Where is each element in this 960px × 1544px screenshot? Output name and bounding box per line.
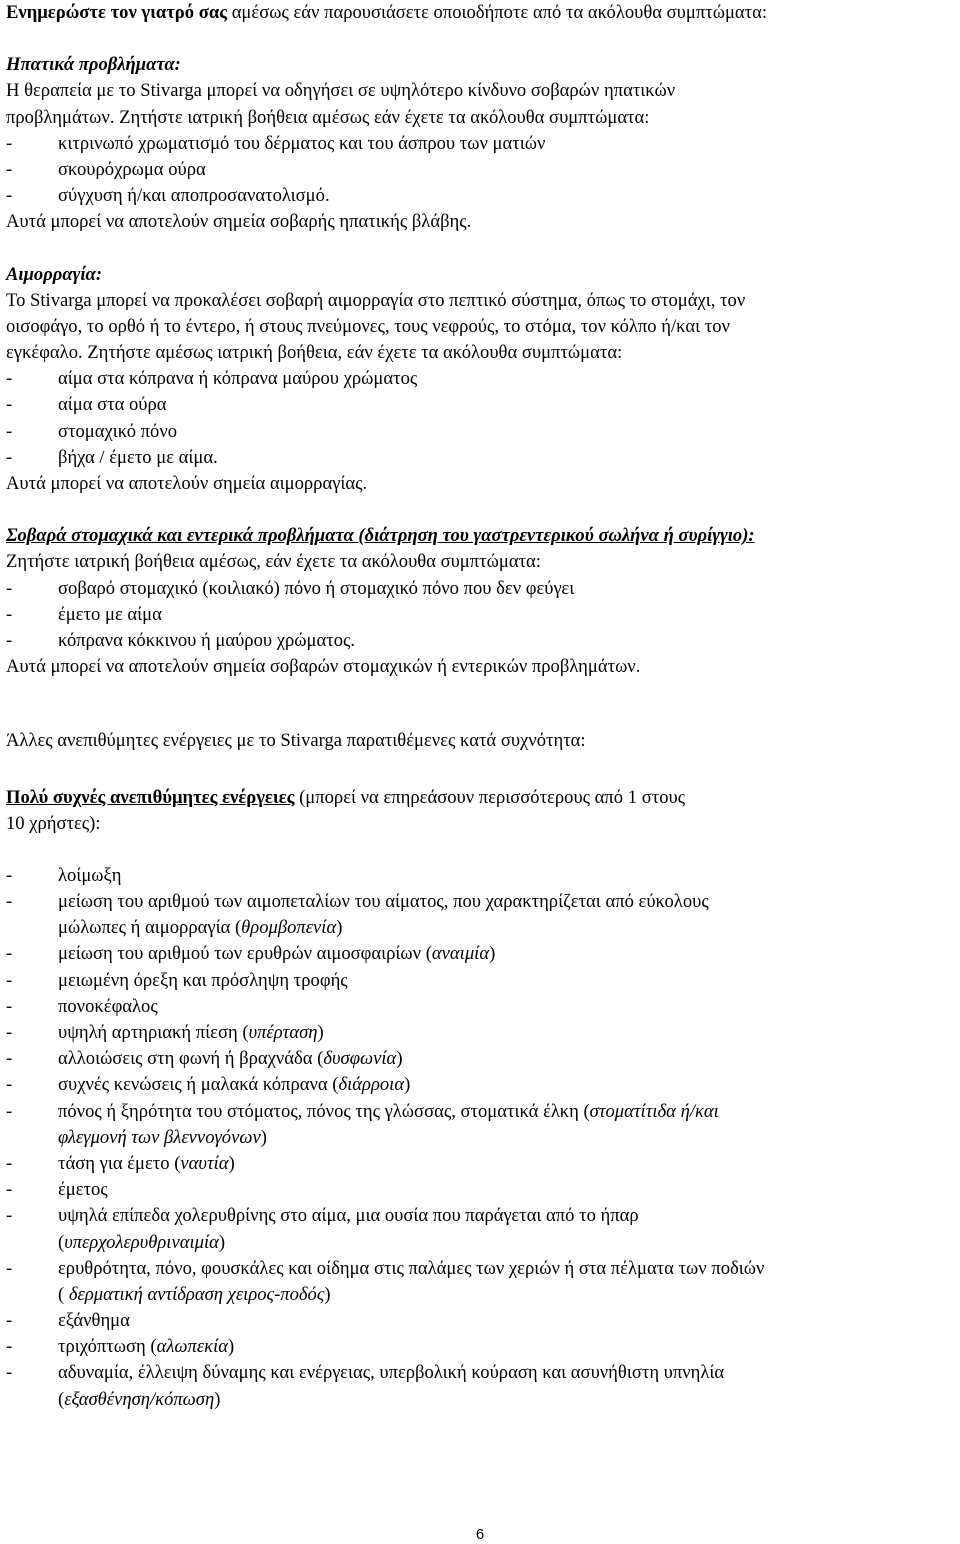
list-item: - σύγχυση ή/και αποπροσανατολισμό.	[6, 185, 330, 207]
list-item: - τάση για έμετο (ναυτία)	[6, 1152, 235, 1174]
gi-closing: Αυτά μπορεί να αποτελούν σημεία σοβαρών στομαχικών ή εντερικών προβλημάτων.	[6, 656, 641, 678]
document-page	[6, 0, 958, 1413]
liver-closing: Αυτά μπορεί να αποτελούν σημεία σοβαρής ηπατικής βλάβης.	[6, 211, 472, 233]
list-item: - σοβαρό στομαχικό (κοιλιακό) πόνο ή στομαχικό πόνο που δεν φεύγει	[6, 577, 575, 599]
very-common-heading-line	[6, 785, 958, 811]
bleeding-text-2: οισοφάγο, το ορθό ή το έντερο, ή στους πνεύμονες, τους νεφρούς, το στόμα, τον κόλπο ή/και τον	[6, 315, 730, 337]
very-common-list	[6, 863, 958, 1413]
list-item-continuation: φλεγμονή των βλεννογόνων)	[58, 1126, 267, 1148]
list-item: - στομαχικό πόνο	[6, 420, 178, 442]
list-item: - σκουρόχρωμα ούρα	[6, 158, 206, 180]
list-item-continuation: (εξασθένηση/κόπωση)	[58, 1388, 221, 1410]
list-item: - κιτρινωπό χρωματισμό του δέρματος και του άσπρου των ματιών	[6, 132, 546, 154]
bleeding-closing: Αυτά μπορεί να αποτελούν σημεία αιμορραγίας.	[6, 473, 368, 494]
liver-heading: Ηπατικά προβλήματα:	[6, 54, 181, 76]
very-common-heading-rest: (μπορεί να επηρεάσουν περισσότερους από 1 στους	[294, 786, 686, 808]
list-item: - μειωμένη όρεξη και πρόσληψη τροφής	[6, 969, 348, 991]
other-effects-intro: Άλλες ανεπιθύμητες ενέργειες με το Stivarga παρατιθέμενες κατά συχνότητα:	[6, 730, 586, 752]
list-item-continuation: (υπερχολερυθριναιμία)	[58, 1231, 226, 1253]
list-item: - συχνές κενώσεις ή μαλακά κόπρανα (διάρροια)	[6, 1074, 411, 1096]
bleeding-text-1: Το Stivarga μπορεί να προκαλέσει σοβαρή αιμορραγία στο πεπτικό σύστημα, όπως το στομάχι, τον	[6, 289, 746, 311]
list-item: - υψηλά επίπεδα χολερυθρίνης στο αίμα, μια ουσία που παράγεται από το ήπαρ	[6, 1205, 639, 1227]
bleeding-heading: Αιμορραγία:	[6, 263, 103, 285]
bleeding-text-3: εγκέφαλο. Ζητήστε αμέσως ιατρική βοήθεια, εάν έχετε τα ακόλουθα συμπτώματα:	[6, 342, 623, 364]
liver-text-1: Η θεραπεία με το Stivarga μπορεί να οδηγήσει σε υψηλότερο κίνδυνο σοβαρών ηπατικών	[6, 80, 676, 102]
very-common-heading: Πολύ συχνές ανεπιθύμητες ενέργειες	[6, 786, 295, 808]
intro-line	[6, 0, 958, 26]
list-item: - ερυθρότητα, πόνο, φουσκάλες και οίδημα στις παλάμες των χεριών ή στα πέλματα των ποδιών	[6, 1257, 765, 1279]
intro-lead: Ενημερώστε τον γιατρό σας	[6, 2, 228, 23]
list-item: - πονοκέφαλος	[6, 995, 158, 1017]
list-item: - κόπρανα κόκκινου ή μαύρου χρώματος.	[6, 629, 356, 651]
list-item: - αδυναμία, έλλειψη δύναμης και ενέργειας, υπερβολική κούραση και ασυνήθιστη υπνηλία	[6, 1362, 725, 1384]
list-item: - αλλοιώσεις στη φωνή ή βραχνάδα (δυσφωνία)	[6, 1048, 403, 1070]
very-common-heading-line-2: 10 χρήστες):	[6, 812, 101, 834]
list-item: - έμετος	[6, 1179, 108, 1201]
list-item: - βήχα / έμετο με αίμα.	[6, 446, 218, 468]
list-item: - μείωση του αριθμού των ερυθρών αιμοσφαιρίων (αναιμία)	[6, 943, 496, 965]
page-number: 6	[475, 1526, 485, 1543]
gi-text-1: Ζητήστε ιατρική βοήθεια αμέσως, εάν έχετε τα ακόλουθα συμπτώματα:	[6, 551, 541, 573]
list-item: - αίμα στα ούρα	[6, 394, 167, 416]
list-item: - τριχόπτωση (αλωπεκία)	[6, 1336, 235, 1358]
list-item: - έμετο με αίμα	[6, 603, 162, 625]
list-item: - πόνος ή ξηρότητα του στόματος, πόνος της γλώσσας, στοματικά έλκη (στοματίτιδα ή/και	[6, 1100, 719, 1122]
list-item: - υψηλή αρτηριακή πίεση (υπέρταση)	[6, 1022, 324, 1043]
gi-heading: Σοβαρά στομαχικά και εντερικά προβλήματα (διάτρηση του γαστρεντερικού σωλήνα ή συρίγγιο):	[6, 525, 755, 547]
list-item: - μείωση του αριθμού των αιμοπεταλίων του αίματος, που χαρακτηρίζεται από εύκολους	[6, 891, 709, 913]
intro-rest: αμέσως εάν παρουσιάσετε οποιοδήποτε από τα ακόλουθα συμπτώματα:	[227, 2, 768, 23]
list-item-continuation: ( δερματική αντίδραση χειρος-ποδός)	[58, 1283, 331, 1305]
liver-text-2: προβλημάτων. Ζητήστε ιατρική βοήθεια αμέσως εάν έχετε τα ακόλουθα συμπτώματα:	[6, 106, 650, 128]
list-item: - εξάνθημα	[6, 1310, 130, 1332]
list-item-continuation: μώλωπες ή αιμορραγία (θρομβοπενία)	[58, 917, 343, 939]
list-item: - αίμα στα κόπρανα ή κόπρανα μαύρου χρώματος	[6, 368, 418, 390]
list-item: - λοίμωξη	[6, 864, 122, 886]
